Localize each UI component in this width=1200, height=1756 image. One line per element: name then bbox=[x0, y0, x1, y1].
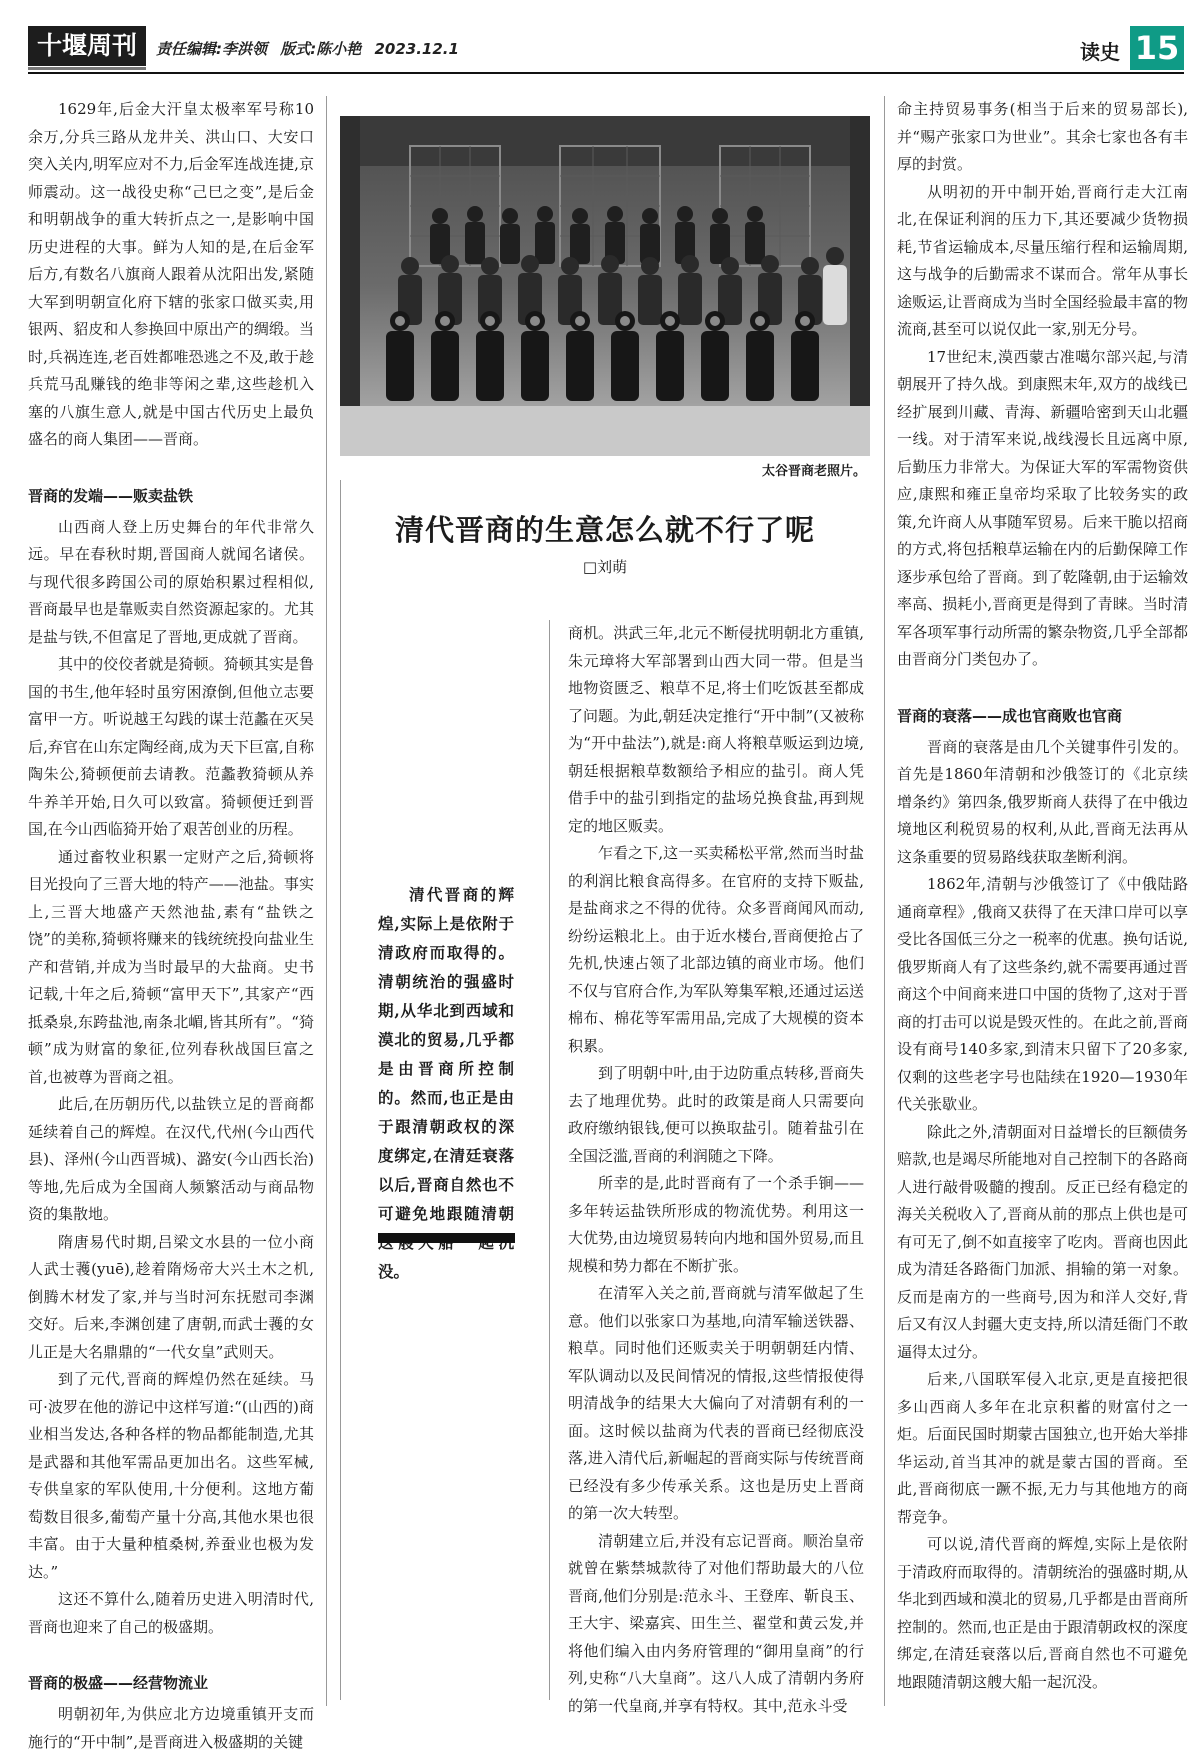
section-name: 读史 bbox=[1080, 40, 1120, 64]
layout-credit: 版式:陈小艳 bbox=[280, 40, 362, 58]
paragraph: 1629年,后金大汗皇太极率军号称10余万,分兵三路从龙井关、洪山口、大安口突入关内,明军应对不力,后金军连战连捷,京师震动。这一战役史称“己巳之变”,是后金和明朝战争的重大转折点之一,是影响中国历史进程的大事。鲜为人知的是,在后金军后方,有数名八旗商人跟着从沈阳出发,紧随大军到明朝宣化府下辖的张家口做买卖,用银两、貂皮和人参换回中原出产的绸缎。当时,兵祸连连,老百姓都唯恐逃之不及,敢于趁兵荒马乱赚钱的绝非等闲之辈,这些趁机入塞的八旗生意人,就是中国古代历史上最负盛名的商人集团——晋商。 bbox=[28, 100, 314, 448]
paragraph: 其中的佼佼者就是猗顿。猗顿其实是鲁国的书生,他年轻时虽穷困潦倒,但他立志要富甲一方。听说越王勾践的谋士范蠡在灭吴后,弃官在山东定陶经商,成为天下巨富,自称陶朱公,猗顿便前去请教。范蠡教猗顿从养牛养羊开始,日久可以致富。猗顿便迁到晋国,在今山西临猗开始了艰苦创业的历程。 bbox=[28, 655, 314, 838]
issue-date: 2023.12.1 bbox=[374, 40, 459, 58]
paragraph: 此后,在历朝历代,以盐铁立足的晋商都延续着自己的辉煌。在汉代,代州(今山西代县)、泽州(今山西晋城)、潞安(今山西长治)等地,先后成为全国商人频繁活动与商品物资的集散地。 bbox=[28, 1095, 314, 1223]
subheading: 晋商的发端——贩卖盐铁 bbox=[28, 486, 194, 505]
column-divider bbox=[326, 96, 327, 1706]
paragraph: 所幸的是,此时晋商有了一个杀手锏——多年转运盐铁所形成的物流优势。利用这一大优势,由边境贸易转向内地和国外贸易,而且规模和势力都在不断扩张。 bbox=[568, 1174, 864, 1275]
column-3 bbox=[568, 620, 864, 1720]
paragraph: 1862年,清朝与沙俄签订了《中俄陆路通商章程》,俄商又获得了在天津口岸可以享受比各国低三分之一税率的优惠。换句话说,俄罗斯商人有了这些条约,就不需要再通过晋商这个中间商来进口中国的货物了,这对于晋商的打击可以说是毁灭性的。在此之前,晋商设有商号140多家,到清末只留下了20多家,仅剩的这些老字号也陆续在1920—1930年代关张歇业。 bbox=[897, 875, 1188, 1113]
editor-credit: 责任编辑:李洪领 bbox=[156, 40, 267, 58]
author-byline: □刘萌 bbox=[582, 558, 628, 576]
pull-quote bbox=[378, 880, 514, 1286]
paragraph: 通过畜牧业积累一定财产之后,猗顿将目光投向了三晋大地的特产——池盐。事实上,三晋大地盛产天然池盐,素有“盐铁之饶”的美称,猗顿将赚来的钱统统投向盐业生产和营销,并成为当时最早的大盐商。史书记载,十年之后,猗顿“富甲天下”,其家产“西抵桑泉,东跨盐池,南条北嵋,皆其所有”。“猗顿”成为财富的象征,位列春秋战国巨富之首,也被尊为晋商之祖。 bbox=[28, 847, 314, 1086]
paragraph: 晋商的衰落是由几个关键事件引发的。首先是1860年清朝和沙俄签订的《北京续增条约》第四条,俄罗斯商人获得了在中俄边境地区利税贸易的权利,从此,晋商无法再从这条重要的贸易路线获取垄断利润。 bbox=[897, 737, 1188, 866]
paragraph: 乍看之下,这一买卖稀松平常,然而当时盐的利润比粮食高得多。在官府的支持下贩盐,是盐商求之不得的优待。众多晋商闻风而动,纷纷运粮北上。由于近水楼台,晋商便抢占了先机,快速占领了北部边镇的商业市场。他们不仅与官府合作,为军队筹集军粮,还通过运送棉布、棉花等军需用品,完成了大规模的资本积累。 bbox=[568, 844, 864, 1055]
credits bbox=[156, 38, 467, 59]
column-divider bbox=[884, 96, 885, 1706]
paragraph: 后来,八国联军侵入北京,更是直接把很多山西商人多年在北京积蓄的财富付之一炬。后面民国时期蒙古国独立,也开始大举排华运动,首当其冲的就是蒙古国的晋商。至此,晋商彻底一蹶不振,无力与其他地方的商帮竞争。 bbox=[897, 1370, 1188, 1526]
masthead: 十堰周刊 bbox=[28, 26, 146, 66]
paragraph: 除此之外,清朝面对日益增长的巨额债务赔款,也是竭尽所能地对自己控制下的各路商人进行敲骨吸髓的搜刮。反正已经有稳定的海关关税收入了,晋商从前的那点上供也是可有可无了,倒不如直接宰了吃肉。晋商也因此成为清廷各路衙门加派、捐输的第一对象。反而是南方的一些商号,因为和洋人交好,背后又有汉人封疆大吏支持,所以清廷衙门不敢逼得太过分。 bbox=[897, 1122, 1188, 1361]
paragraph: 清朝建立后,并没有忘记晋商。顺治皇帝就曾在紫禁城款待了对他们帮助最大的八位晋商,他们分别是:范永斗、王登库、靳良玉、王大宇、梁嘉宾、田生兰、翟堂和黄云发,并将他们编入由内务府管理的“御用皇商”的行列,史称“八大皇商”。这八人成了清朝内务府的第一代皇商,并享有特权。其中,范永斗受 bbox=[568, 1531, 864, 1715]
paragraph: 明朝初年,为供应北方边境重镇开支而施行的“开中制”,是晋商进入极盛期的关键 bbox=[28, 1705, 314, 1751]
paragraph: 隋唐易代时期,吕梁文水县的一位小商人武士彟(yuē),趁着隋炀帝大兴土木之机,倒腾木材发了家,并与当时河东抚慰司李渊交好。后来,李渊创建了唐朝,而武士彟的女儿正是大名鼎鼎的“一代女皇”武则天。 bbox=[28, 1232, 314, 1361]
paragraph: 山西商人登上历史舞台的年代非常久远。早在春秋时期,晋国商人就闻名诸侯。与现代很多跨国公司的原始积累过程相似,晋商最早也是靠贩卖自然资源起家的。尤其是盐与铁,不但富足了晋地,更成就了晋商。 bbox=[28, 517, 314, 646]
paragraph: 这还不算什么,随着历史进入明清时代,晋商也迎来了自己的极盛期。 bbox=[28, 1590, 314, 1636]
column-4 bbox=[897, 96, 1188, 1696]
paragraph: 到了明朝中叶,由于边防重点转移,晋商失去了地理优势。此时的政策是商人只需要向政府缴纳银钱,便可以换取盐引。随着盐引在全国泛滥,晋商的利润随之下降。 bbox=[568, 1064, 864, 1165]
paragraph: 到了元代,晋商的辉煌仍然在延续。马可·波罗在他的游记中这样写道:“(山西的)商业相当发达,各种各样的物品都能制造,尤其是武器和其他军需品更加出名。这些军械,专供皇家的军队使用,十分便利。这地方葡萄数目很多,葡萄产量十分高,其他水果也很丰富。由于大量种植桑树,养蚕业也极为发达。” bbox=[28, 1370, 314, 1581]
paragraph: 17世纪末,漠西蒙古准噶尔部兴起,与清朝展开了持久战。到康熙末年,双方的战线已经扩展到川藏、青海、新疆哈密到天山北疆一线。对于清军来说,战线漫长且远离中原,后勤压力非常大。为保证大军的军需物资供应,康熙和雍正皇帝均采取了比较务实的政策,允许商人从事随军贸易。后来干脆以招商的方式,将包括粮草运输在内的后勤保障工作逐步承包给了晋商。到了乾隆朝,由于运输效率高、损耗小,晋商更是得到了青睐。当时清军各项军事行动所需的繁杂物资,几乎全部都由晋商分门类包办了。 bbox=[897, 347, 1188, 668]
paragraph: 命主持贸易事务(相当于后来的贸易部长),并“赐产张家口为世业”。其余七家也各有丰厚的封赏。 bbox=[897, 100, 1188, 173]
page-number: 15 bbox=[1130, 26, 1184, 70]
historical-group-photo bbox=[340, 116, 870, 456]
page-header bbox=[28, 26, 1184, 70]
paragraph: 商机。洪武三年,北元不断侵扰明朝北方重镇,朱元璋将大军部署到山西大同一带。但是当地物资匮乏、粮草不足,将士们吃饭甚至都成了问题。为此,朝廷决定推行“开中制”(又被称为“开中盐法”),就是:商人将粮草贩运到边境,朝廷根据粮草数额给予相应的盐引。商人凭借手中的盐引到指定的盐场兑换食盐,再到规定的地区贩卖。 bbox=[568, 624, 864, 835]
photo-caption: 太谷晋商老照片。 bbox=[761, 464, 866, 479]
paragraph: 可以说,清代晋商的辉煌,实际上是依附于清政府而取得的。清朝统治的强盛时期,从华北到西域和漠北的贸易,几乎都是由晋商所控制的。然而,也正是由于跟清朝政权的深度绑定,在清廷衰落以后,晋商自然也不可避免地跟随清朝这艘大船一起沉没。 bbox=[897, 1535, 1188, 1691]
article-title: 清代晋商的生意怎么就不行了呢 bbox=[394, 513, 815, 547]
paragraph: 从明初的开中制开始,晋商行走大江南北,在保证利润的压力下,其还要减少货物损耗,节省运输成本,尽量压缩行程和运输周期,这与战争的后勤需求不谋而合。常年从事长途贩运,让晋商成为当时全国经验最丰富的物流商,甚至可以说仅此一家,别无分号。 bbox=[897, 182, 1188, 338]
pull-quote-text: 清代晋商的辉煌,实际上是依附于清政府而取得的。清朝统治的强盛时期,从华北到西域和漠北的贸易,几乎都是由晋商所控制的。然而,也正是由于跟清朝政权的深度绑定,在清廷衰落以后,晋商自然也不可避免地跟随清朝 没。 bbox=[378, 885, 514, 1281]
subheading: 晋商的极盛——经营物流业 bbox=[28, 1674, 209, 1692]
subheading: 晋商的衰落——成也官商败也官商 bbox=[897, 706, 1123, 725]
header-rule bbox=[28, 72, 1184, 74]
pull-quote-bar bbox=[378, 1233, 515, 1243]
column-1 bbox=[28, 96, 314, 1756]
paragraph: 在清军入关之前,晋商就与清军做起了生意。他们以张家口为基地,向清军输送铁器、粮草。同时他们还贩卖关于明朝朝廷内情、军队调动以及民间情况的情报,这些情报使得明清战争的结果大大偏向了对清朝有利的一面。这时候以盐商为代表的晋商已经彻底没落,进入清代后,新崛起的晋商实际与传统晋商已经没有多少传承关系。这也是历史上晋商的第一次大转型。 bbox=[568, 1284, 864, 1522]
column-divider bbox=[340, 480, 341, 1700]
column-divider bbox=[549, 620, 550, 1700]
